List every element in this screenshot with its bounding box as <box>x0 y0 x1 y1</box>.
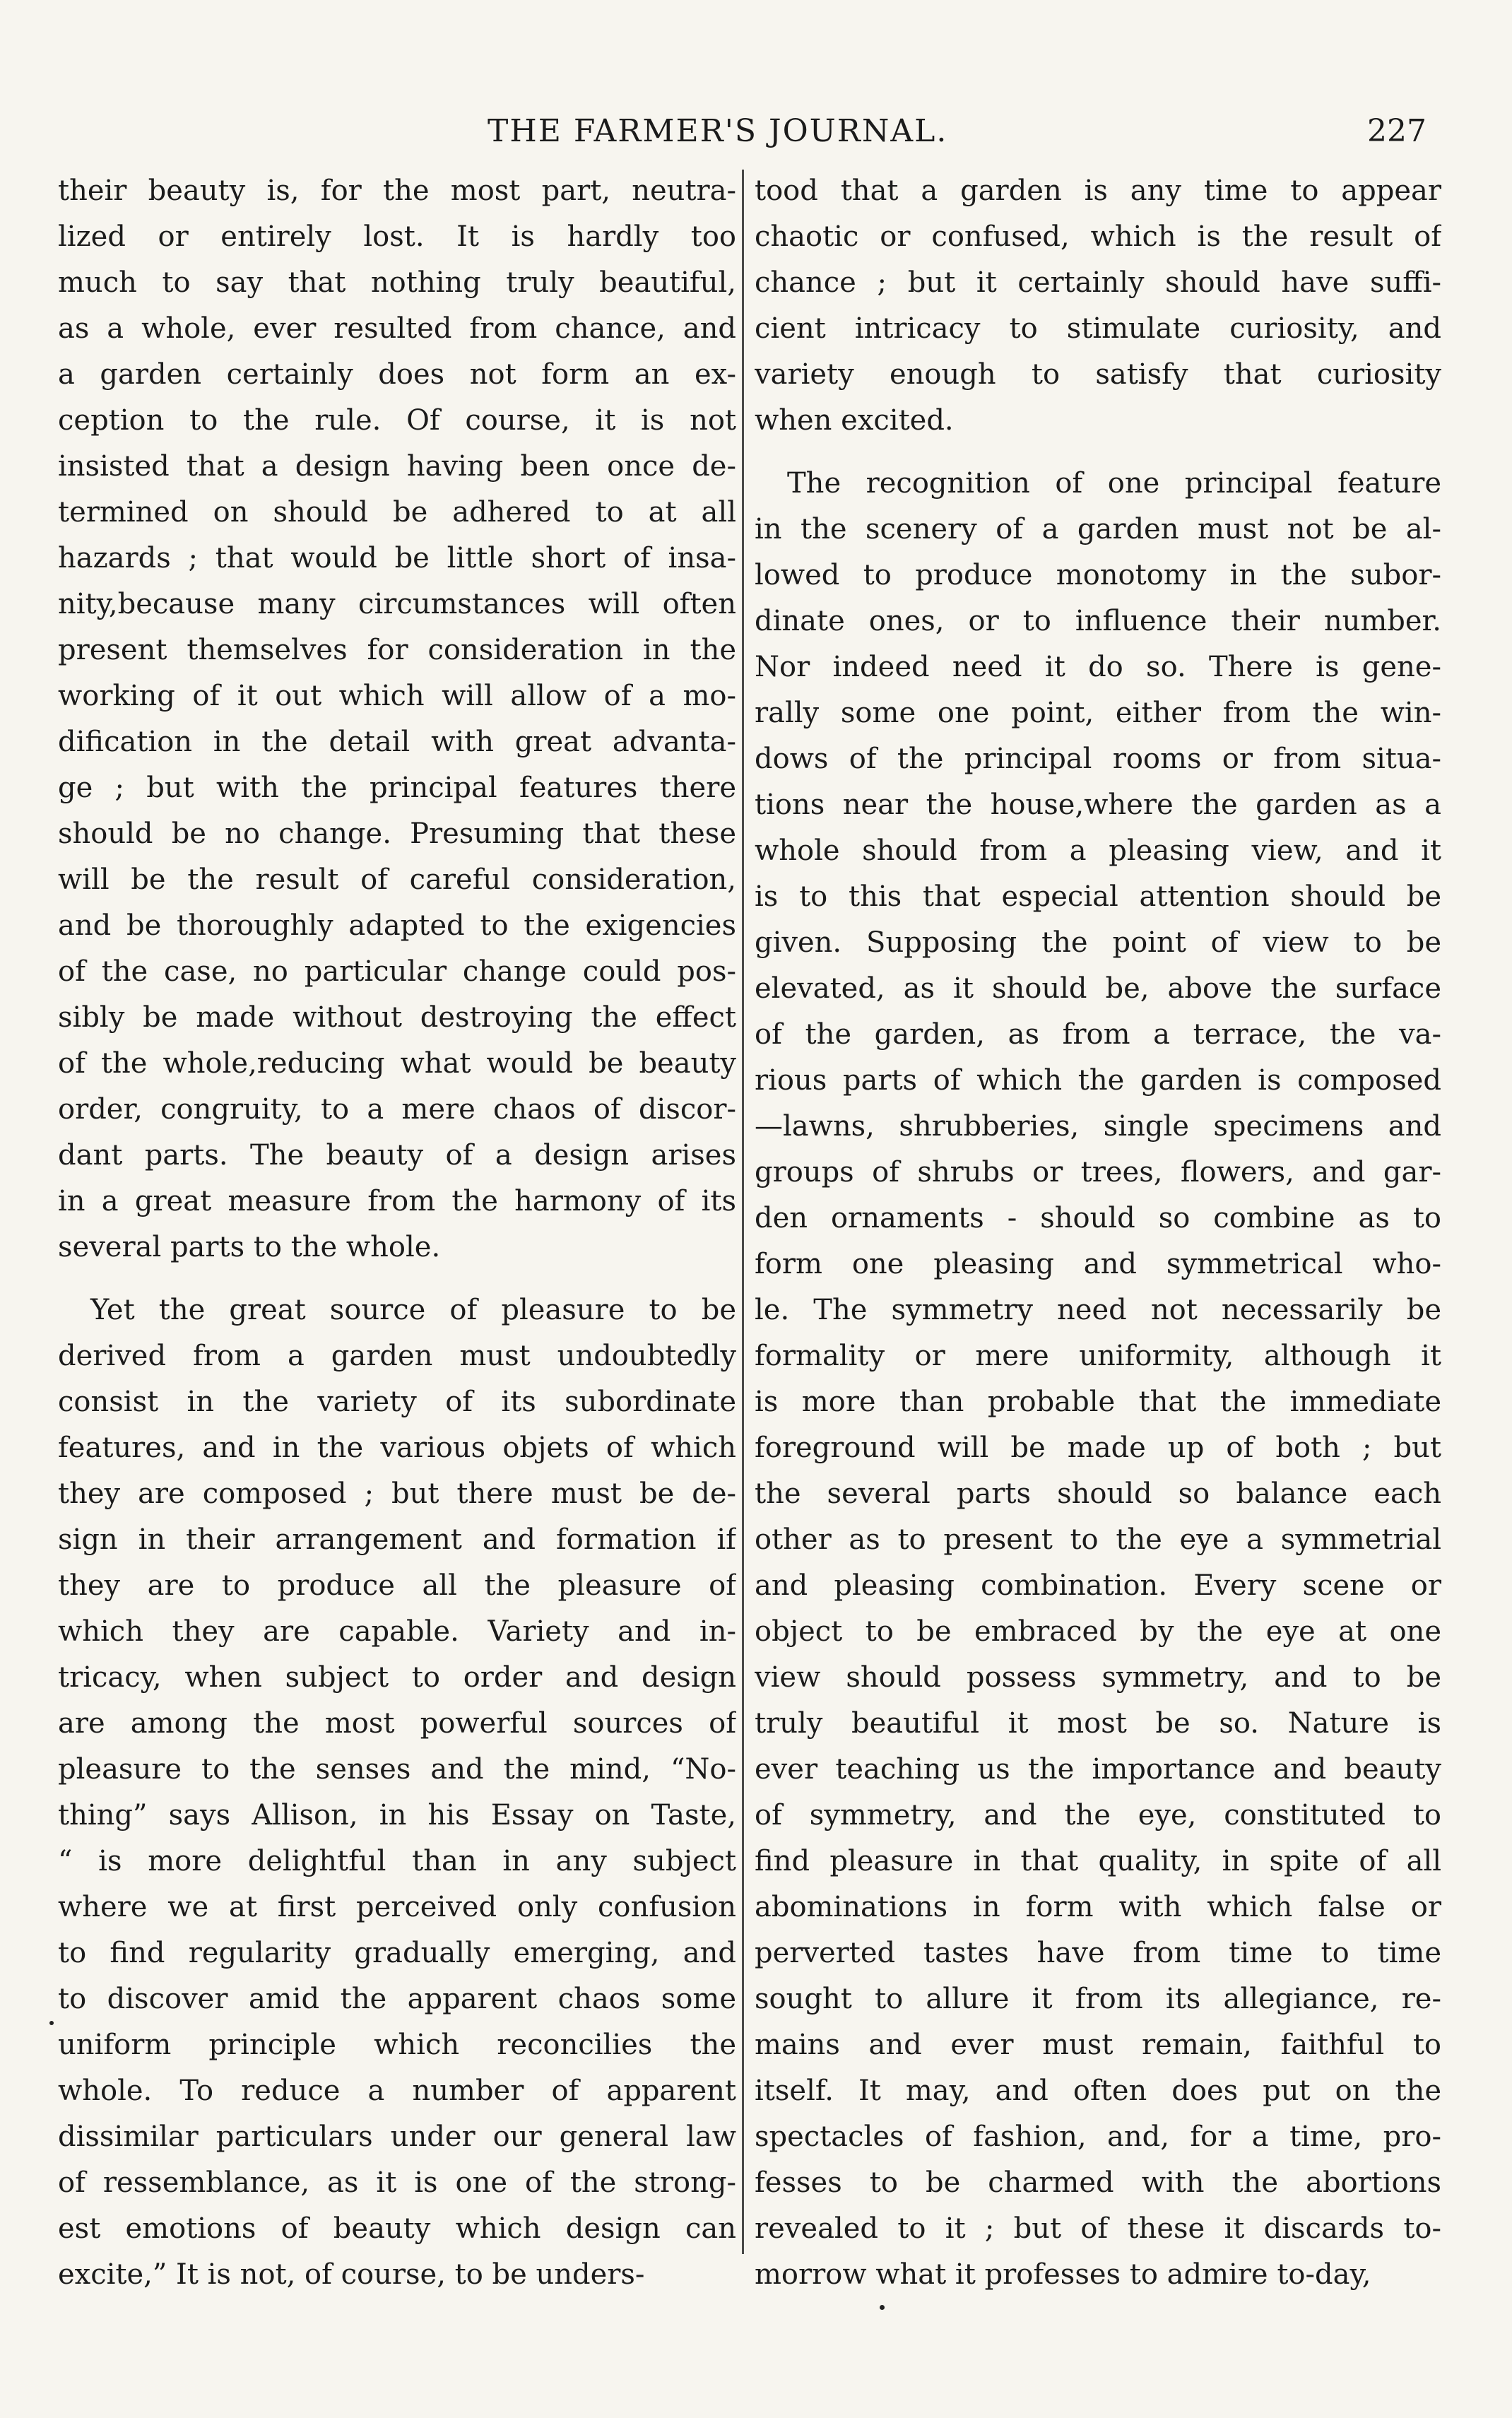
right-column <box>755 168 1441 2298</box>
text-line: of symmetry, and the eye, constituted to <box>755 1799 1441 1832</box>
text-line: rious parts of which the garden is composed <box>755 1064 1441 1097</box>
text-line: will be the result of careful consideration, <box>58 863 736 896</box>
text-line: chaotic or confused, which is the result of <box>755 220 1441 253</box>
paragraph <box>58 168 736 1270</box>
text-line: spectacles of fashion, and, for a time, pro- <box>755 2121 1441 2153</box>
text-line: whole. To reduce a number of apparent <box>58 2075 736 2107</box>
text-line: tions near the house,where the garden as a <box>755 789 1441 821</box>
text-line: pleasure to the senses and the mind, “No- <box>58 1753 736 1786</box>
paragraph <box>58 1287 736 2298</box>
text-line: of ressemblance, as it is one of the strong- <box>58 2166 736 2199</box>
text-line: sibly be made without destroying the effect <box>58 1001 736 1034</box>
text-line: in a great measure from the harmony of its <box>58 1185 736 1217</box>
text-line: mains and ever must remain, faithful to <box>755 2029 1441 2061</box>
text-line: dows of the principal rooms or from situa- <box>755 743 1441 775</box>
text-line: elevated, as it should be, above the surface <box>755 972 1441 1005</box>
text-line: whole should from a pleasing view, and it <box>755 834 1441 867</box>
text-line: insisted that a design having been once de- <box>58 450 736 483</box>
text-line: rally some one point, either from the win- <box>755 697 1441 729</box>
text-line: sought to allure it from its allegiance, re- <box>755 1983 1441 2015</box>
text-line: where we at first perceived only confusion <box>58 1891 736 1923</box>
text-line: ception to the rule. Of course, it is not <box>58 404 736 437</box>
text-line: present themselves for consideration in the <box>58 634 736 666</box>
text-line: are among the most powerful sources of <box>58 1707 736 1740</box>
ink-speck <box>880 2305 885 2310</box>
text-line: of the whole,reducing what would be beauty <box>58 1047 736 1080</box>
text-line: much to say that nothing truly beautiful, <box>58 266 736 299</box>
text-line: as a whole, ever resulted from chance, and <box>58 312 736 345</box>
text-line: groups of shrubs or trees, flowers, and gar- <box>755 1156 1441 1189</box>
text-line: derived from a garden must undoubtedly <box>58 1340 736 1372</box>
text-line: to find regularity gradually emerging, and <box>58 1937 736 1969</box>
journal-title: THE FARMER'S JOURNAL. <box>488 113 948 149</box>
text-line: several parts to the whole. <box>58 1231 441 1263</box>
text-line: and pleasing combination. Every scene or <box>755 1569 1441 1602</box>
text-line: dification in the detail with great advanta- <box>58 726 736 758</box>
text-line: le. The symmetry need not necessarily be <box>755 1294 1441 1326</box>
text-line: Yet the great source of pleasure to be <box>90 1294 736 1326</box>
text-line: perverted tastes have from time to time <box>755 1937 1441 1969</box>
text-line: in the scenery of a garden must not be al- <box>755 513 1441 545</box>
text-line: revealed to it ; but of these it discards to- <box>755 2212 1441 2245</box>
text-line: and be thoroughly adapted to the exigencies <box>58 909 736 942</box>
text-line: truly beautiful it most be so. Nature is <box>755 1707 1441 1740</box>
text-line: est emotions of beauty which design can <box>58 2212 736 2245</box>
text-line: consist in the variety of its subordinate <box>58 1386 736 1418</box>
text-line: to discover amid the apparent chaos some <box>58 1983 736 2015</box>
paragraph-gap <box>755 444 1441 461</box>
text-line: dant parts. The beauty of a design arises <box>58 1139 736 1172</box>
text-line: variety enough to satisfy that curiosity <box>755 358 1441 391</box>
text-line: abominations in form with which false or <box>755 1891 1441 1923</box>
text-line: object to be embraced by the eye at one <box>755 1615 1441 1648</box>
text-line: is to this that especial attention should be <box>755 880 1441 913</box>
page-number: 227 <box>1367 113 1427 149</box>
text-line: “ is more delightful than in any subject <box>58 1845 736 1877</box>
text-line: tood that a garden is any time to appear <box>755 175 1441 207</box>
text-line: uniform principle which reconcilies the <box>58 2029 736 2061</box>
text-line: when excited. <box>755 404 954 437</box>
page-header <box>0 113 1512 163</box>
text-line: thing” says Allison, in his Essay on Taste, <box>58 1799 736 1832</box>
text-line: the several parts should so balance each <box>755 1478 1441 1510</box>
text-line: den ornaments - should so combine as to <box>755 1202 1441 1234</box>
text-line: working of it out which will allow of a mo- <box>58 680 736 712</box>
text-line: find pleasure in that quality, in spite of all <box>755 1845 1441 1877</box>
text-line: a garden certainly does not form an ex- <box>58 358 736 391</box>
text-line: —lawns, shrubberies, single specimens and <box>755 1110 1441 1143</box>
paragraph-gap <box>58 1270 736 1287</box>
text-line: termined on should be adhered to at all <box>58 496 736 529</box>
text-line: is more than probable that the immediate <box>755 1386 1441 1418</box>
text-line: chance ; but it certainly should have suffi- <box>755 266 1441 299</box>
text-line: Nor indeed need it do so. There is gene- <box>755 651 1441 683</box>
text-line: excite,” It is not, of course, to be unders- <box>58 2258 645 2291</box>
text-line: ever teaching us the importance and beauty <box>755 1753 1441 1786</box>
text-line: which they are capable. Variety and in- <box>58 1615 736 1648</box>
text-line: ge ; but with the principal features there <box>58 772 736 804</box>
text-line: of the case, no particular change could pos- <box>58 955 736 988</box>
text-line: they are to produce all the pleasure of <box>58 1569 736 1602</box>
text-line: nity,because many circumstances will often <box>58 588 736 620</box>
text-line: sign in their arrangement and formation if <box>58 1523 736 1556</box>
text-line: dissimilar particulars under our general law <box>58 2121 736 2153</box>
paragraph <box>755 461 1441 2298</box>
ink-speck <box>49 2021 54 2025</box>
text-line: their beauty is, for the most part, neutra- <box>58 175 736 207</box>
column-divider <box>742 170 744 2254</box>
left-column <box>58 168 736 2298</box>
text-line: lized or entirely lost. It is hardly too <box>58 220 736 253</box>
text-line: foreground will be made up of both ; but <box>755 1432 1441 1464</box>
text-line: order, congruity, to a mere chaos of discor- <box>58 1093 736 1126</box>
text-line: of the garden, as from a terrace, the va- <box>755 1018 1441 1051</box>
text-line: lowed to produce monotomy in the subor- <box>755 559 1441 591</box>
text-line: given. Supposing the point of view to be <box>755 926 1441 959</box>
text-line: dinate ones, or to influence their number. <box>755 605 1441 637</box>
text-line: other as to present to the eye a symmetrial <box>755 1523 1441 1556</box>
text-line: they are composed ; but there must be de- <box>58 1478 736 1510</box>
paragraph <box>755 168 1441 444</box>
text-line: formality or mere uniformity, although it <box>755 1340 1441 1372</box>
text-line: form one pleasing and symmetrical who- <box>755 1248 1441 1280</box>
text-line: view should possess symmetry, and to be <box>755 1661 1441 1694</box>
text-line: morrow what it professes to admire to-day, <box>755 2258 1371 2291</box>
text-line: cient intricacy to stimulate curiosity, and <box>755 312 1441 345</box>
text-line: features, and in the various objets of which <box>58 1432 736 1464</box>
text-line: should be no change. Presuming that these <box>58 818 736 850</box>
text-line: The recognition of one principal feature <box>787 467 1441 500</box>
text-line: tricacy, when subject to order and design <box>58 1661 736 1694</box>
text-line: hazards ; that would be little short of insa- <box>58 542 736 574</box>
text-line: itself. It may, and often does put on the <box>755 2075 1441 2107</box>
text-line: fesses to be charmed with the abortions <box>755 2166 1441 2199</box>
